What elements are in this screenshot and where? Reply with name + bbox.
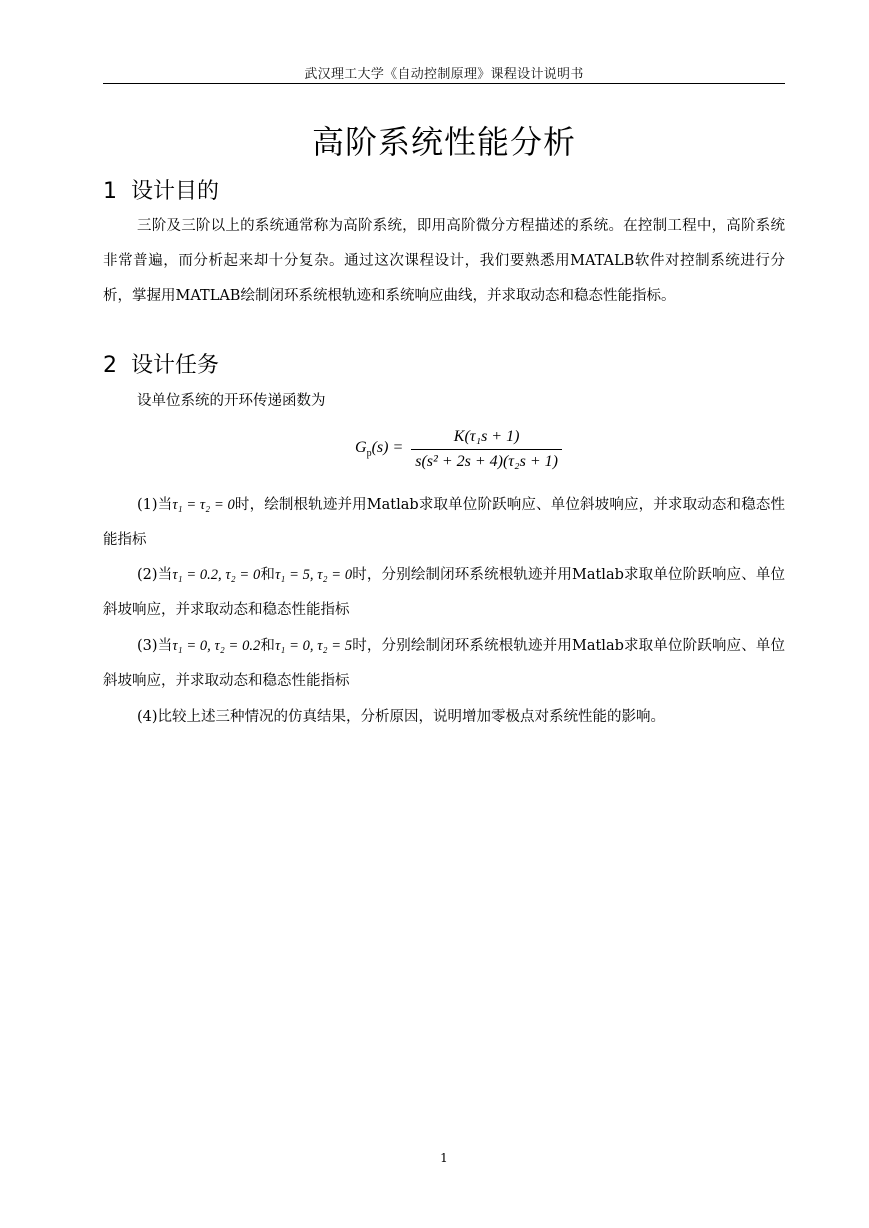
condition-math: τ₁ = 0.2, τ₂ = 0 — [172, 567, 261, 583]
transfer-function-formula — [355, 425, 562, 473]
section-2-intro: 设单位系统的开环传递函数为 — [137, 393, 326, 409]
section-1-heading — [103, 174, 219, 205]
section-number: 2 — [103, 353, 117, 378]
task-item-3: (3)当τ₁ = 0, τ₂ = 0.2和τ₁ = 0, τ₂ = 5时，分别绘制闭环系统根轨迹并用Matlab求取单位阶跃响应、单位斜坡响应，并求取动态和稳态性能指标 — [103, 638, 786, 689]
task-item-1: (1)当τ₁ = τ₂ = 0时，绘制根轨迹并用Matlab求取单位阶跃响应、单位斜坡响应，并求取动态和稳态性能指标 — [103, 497, 786, 548]
section-title: 设计任务 — [131, 353, 220, 378]
formula-numerator: K(τ₁s + 1) — [453, 427, 520, 445]
formula-lhs: $G_p(s)$ = — [355, 438, 404, 460]
formula-denominator: s(s² + 2s + 4)(τ₂s + 1) — [411, 449, 562, 471]
condition-math: τ₁ = 0, τ₂ = 0.2 — [172, 638, 261, 654]
task-item-4: (4)比较上述三种情况的仿真结果，分析原因，说明增加零极点对系统性能的影响。 — [137, 709, 666, 725]
section-title: 设计目的 — [131, 179, 220, 204]
section-1-paragraph: 三阶及三阶以上的系统通常称为高阶系统，即用高阶微分方程描述的系统。在控制工程中，高阶系统非常普遍，而分析起来却十分复杂。通过这次课程设计，我们要熟悉用MATALB软件对控制系统进行分析，掌握用MATLAB绘制闭环系统根轨迹和系统响应曲线，并求取动态和稳态性能指标。 — [103, 218, 785, 304]
document-title: 高阶系统性能分析 — [311, 123, 576, 161]
condition-math: τ₁ = τ₂ = 0 — [172, 497, 235, 513]
task-item-2: (2)当τ₁ = 0.2, τ₂ = 0和τ₁ = 5, τ₂ = 0时，分别绘制闭环系统根轨迹并用Matlab求取单位阶跃响应、单位斜坡响应，并求取动态和稳态性能指标 — [103, 567, 786, 618]
section-number: 1 — [103, 179, 117, 204]
condition-math: τ₁ = 0, τ₂ = 5 — [275, 638, 353, 654]
header-rule — [103, 83, 785, 84]
section-2-heading — [103, 348, 219, 379]
page-number: 1 — [440, 1151, 448, 1165]
running-header: 武汉理工大学《自动控制原理》课程设计说明书 — [304, 67, 584, 82]
formula-fraction — [411, 428, 562, 471]
condition-math: τ₁ = 5, τ₂ = 0 — [275, 567, 353, 583]
